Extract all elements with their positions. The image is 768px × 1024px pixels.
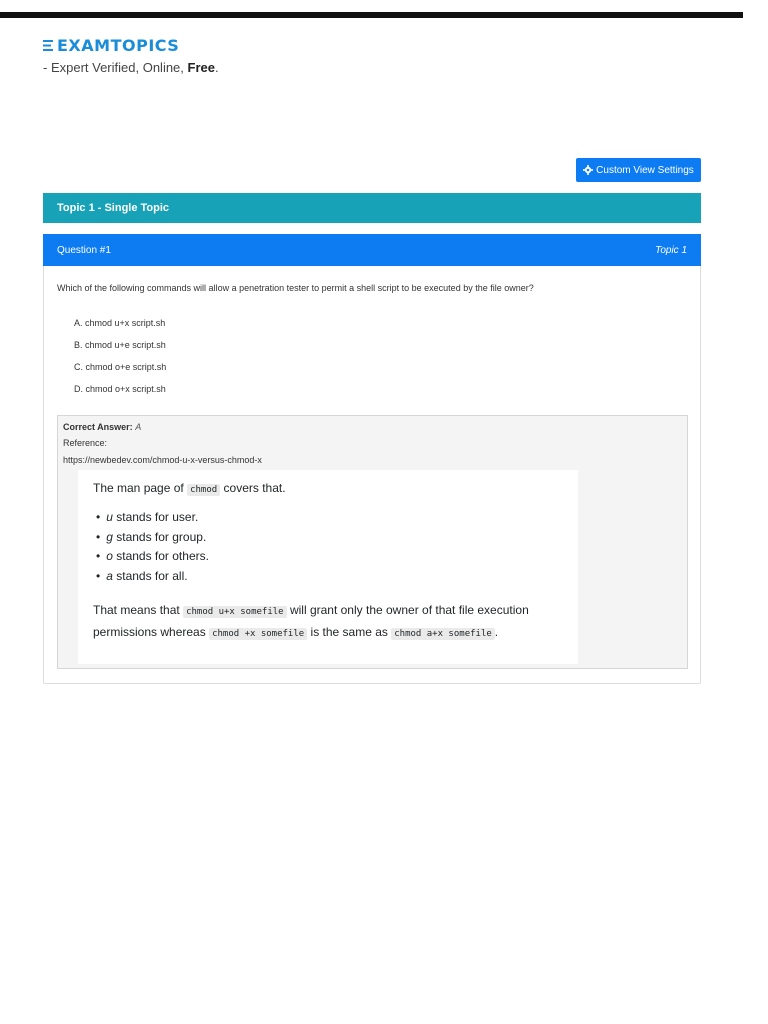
ref-p1-before: The man page of: [93, 481, 184, 495]
choice-d[interactable]: D. chmod o+x script.sh: [74, 384, 166, 394]
question-number: Question #1: [57, 244, 111, 256]
ref-code-chmod: chmod: [187, 484, 220, 496]
choice-a[interactable]: A. chmod u+x script.sh: [74, 318, 166, 328]
logo-text: EXAMTOPICS: [57, 36, 180, 55]
list-item: [96, 510, 209, 530]
topic-heading-label: Topic 1 - Single Topic: [57, 202, 170, 214]
ref-p2-text-d: .: [494, 625, 499, 639]
question-topic: Topic 1: [655, 244, 687, 256]
correct-answer-box: [57, 415, 688, 669]
choice-b[interactable]: B. chmod u+e script.sh: [74, 340, 166, 350]
gear-icon: [583, 165, 593, 175]
ref-p2-text-c: is the same as: [310, 625, 388, 639]
reference-paragraph-1: [93, 481, 286, 495]
reference-label: Reference:: [63, 438, 108, 448]
custom-view-settings-button[interactable]: [576, 158, 701, 182]
ref-code-2: chmod +x somefile: [209, 628, 307, 640]
reference-paragraph-2: [93, 600, 563, 644]
reference-list: [96, 510, 209, 588]
list-item-letter: a: [106, 568, 113, 583]
list-item: [96, 530, 209, 550]
correct-answer-value: A: [135, 422, 142, 432]
top-border: [0, 12, 743, 18]
tagline-suffix: .: [214, 60, 219, 75]
list-item: [96, 549, 209, 569]
correct-answer-label: Correct Answer:: [63, 422, 133, 432]
list-item-text: stands for user.: [116, 510, 199, 524]
question-header: [43, 234, 701, 266]
ref-p2-text-b: will grant only the owner of that file execution permissions whereas: [93, 603, 529, 639]
list-item-text: stands for all.: [116, 568, 188, 583]
topic-heading: [43, 193, 701, 223]
question-card: [43, 234, 701, 684]
list-item-text: stands for group.: [116, 529, 207, 544]
tagline: [43, 60, 219, 75]
list-item-text: stands for others.: [116, 549, 209, 563]
ref-p1-after: covers that.: [223, 481, 286, 495]
tagline-prefix: - Expert Verified, Online,: [43, 60, 188, 75]
answer-choices: [74, 317, 166, 405]
ref-p2-text-a: That means that: [93, 603, 180, 617]
list-item-letter: u: [106, 510, 113, 524]
ref-code-1: chmod u+x somefile: [183, 606, 287, 618]
choice-c[interactable]: C. chmod o+e script.sh: [74, 362, 167, 372]
ref-code-3: chmod a+x somefile: [391, 628, 495, 640]
tagline-free: Free: [187, 60, 215, 75]
reference-url: https://newbedev.com/chmod-u-x-versus-chmod-x: [63, 455, 262, 465]
list-item-letter: g: [106, 529, 113, 544]
settings-button-label: Custom View Settings: [596, 164, 694, 176]
list-item-letter: o: [106, 549, 113, 563]
question-text: Which of the following commands will allow a penetration tester to permit a shell script to be executed by the file owner?: [57, 283, 534, 293]
site-logo[interactable]: [43, 36, 179, 55]
reference-image: [78, 470, 578, 664]
logo-mark-icon: [43, 38, 55, 53]
list-item: [96, 569, 209, 589]
correct-answer-line: [63, 422, 141, 432]
